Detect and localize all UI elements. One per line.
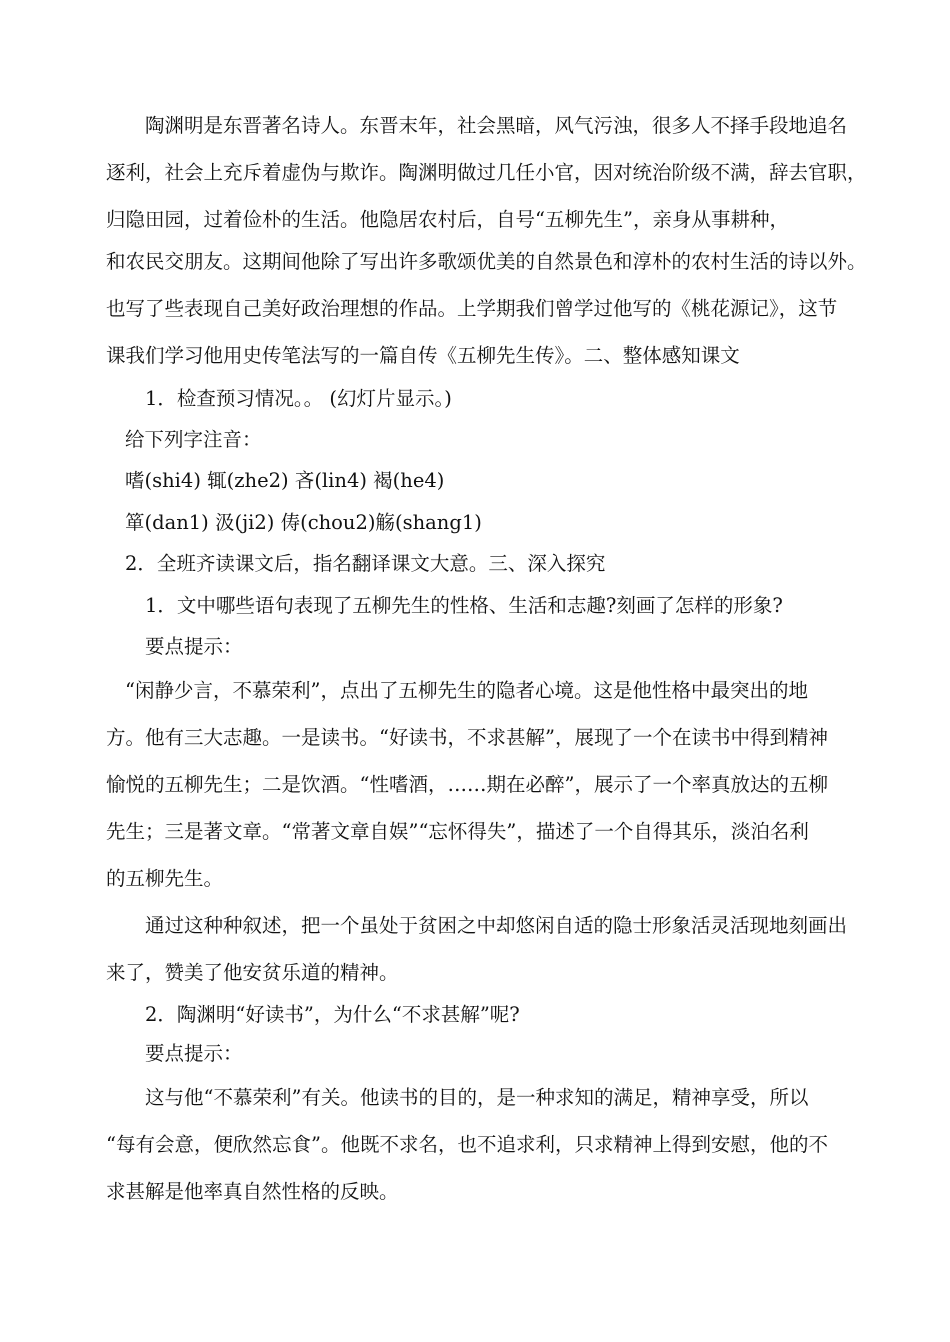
text-line: 箪(dan1) 汲(ji2) 俦(chou2)觞(shang1) <box>125 511 482 534</box>
text-line: 归隐田园，过着俭朴的生活。他隐居农村后，自号“五柳先生”，亲身从事耕种， <box>106 208 789 231</box>
text-line: 的五柳先生。 <box>106 867 224 890</box>
text-line: 和农民交朋友。这期间他除了写出许多歌颂优美的自然景色和淳朴的农村生活的诗以外。 <box>106 250 867 273</box>
text-line: 要点提示： <box>145 1042 243 1065</box>
text-line: 陶渊明是东晋著名诗人。东晋末年，社会黑暗，风气污浊，很多人不择手段地追名 <box>145 114 848 137</box>
text-line: 1．检查预习情况。。 (幻灯片显示。) <box>145 387 452 410</box>
text-line: 给下列字注音： <box>125 428 262 451</box>
text-line: 这与他“不慕荣利”有关。他读书的目的，是一种求知的满足，精神享受，所以 <box>145 1086 809 1109</box>
text-line: “每有会意，便欣然忘食”。他既不求名，也不追求利，只求精神上得到安慰，他的不 <box>106 1133 828 1156</box>
text-line: 通过这种种叙述，把一个虽处于贫困之中却悠闲自适的隐士形象活灵活现地刻画出 <box>145 914 848 937</box>
text-line: 2．陶渊明“好读书”，为什么“不求甚解”呢? <box>145 1003 520 1026</box>
text-line: 1．文中哪些语句表现了五柳先生的性格、生活和志趣?刻画了怎样的形象? <box>145 594 783 617</box>
text-line: “闲静少言，不慕荣利”，点出了五柳先生的隐者心境。这是他性格中最突出的地 <box>125 679 808 702</box>
text-line: 逐利，社会上充斥着虚伪与欺诈。陶渊明做过几任小官，因对统治阶级不满，辞去官职， <box>106 161 867 184</box>
text-line: 课我们学习他用史传笔法写的一篇自传《五柳先生传》。二、整体感知课文 <box>106 344 740 367</box>
text-line: 嗜(shi4) 辄(zhe2) 吝(lin4) 褐(he4) <box>125 469 445 492</box>
text-line: 要点提示： <box>145 635 243 658</box>
text-line: 2．全班齐读课文后，指名翻译课文大意。三、深入探究 <box>125 552 606 575</box>
text-line: 愉悦的五柳先生；二是饮酒。“性嗜酒，……期在必醉”，展示了一个率真放达的五柳 <box>106 773 828 796</box>
text-line: 求甚解是他率真自然性格的反映。 <box>106 1180 399 1203</box>
text-line: 先生；三是著文章。“常著文章自娱”“忘怀得失”，描述了一个自得其乐，淡泊名利 <box>106 820 809 843</box>
text-line: 也写了些表现自己美好政治理想的作品。上学期我们曾学过他写的《桃花源记》，这节 <box>106 297 838 320</box>
text-line: 来了，赞美了他安贫乐道的精神。 <box>106 961 399 984</box>
text-line: 方。他有三大志趣。一是读书。“好读书，不求甚解”，展现了一个在读书中得到精神 <box>106 726 828 749</box>
